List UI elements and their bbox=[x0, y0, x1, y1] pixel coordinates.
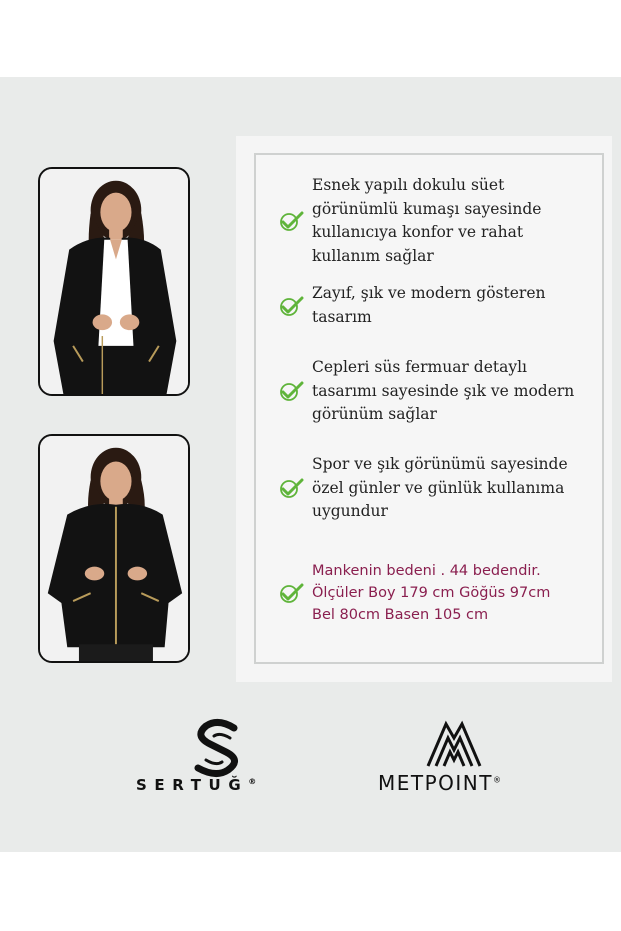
check-icon bbox=[278, 477, 304, 499]
feature-item bbox=[278, 453, 598, 524]
feature-item bbox=[278, 356, 598, 427]
sertug-wordmark: SERTUĞ® bbox=[136, 776, 257, 794]
model-photo-front-open bbox=[38, 167, 190, 396]
measurement-text: Mankenin bedeni . 44 bedendir. Ölçüler Boy 179 cm Göğüs 97cm Bel 80cm Basen 105 cm bbox=[312, 563, 551, 623]
feature-text: Esnek yapılı dokulu süet görünümlü kumaşı sayesinde kullanıcıya konfor ve rahat kullanım sağlar bbox=[312, 176, 542, 265]
model-photo-front-zipped bbox=[38, 434, 190, 663]
check-icon bbox=[278, 210, 304, 232]
check-icon bbox=[278, 582, 304, 604]
feature-item bbox=[278, 282, 598, 329]
metpoint-wordmark: METPOINT® bbox=[378, 771, 501, 795]
measurement-item bbox=[278, 560, 598, 626]
feature-text: Cepleri süs fermuar detaylı tasarımı sayesinde şık ve modern görünüm sağlar bbox=[312, 358, 575, 423]
feature-item bbox=[278, 174, 598, 268]
feature-text: Spor ve şık görünümü sayesinde özel günler ve günlük kullanıma uygundur bbox=[312, 455, 568, 520]
check-icon bbox=[278, 295, 304, 317]
check-icon bbox=[278, 380, 304, 402]
feature-text: Zayıf, şık ve modern gösteren tasarım bbox=[312, 284, 546, 326]
